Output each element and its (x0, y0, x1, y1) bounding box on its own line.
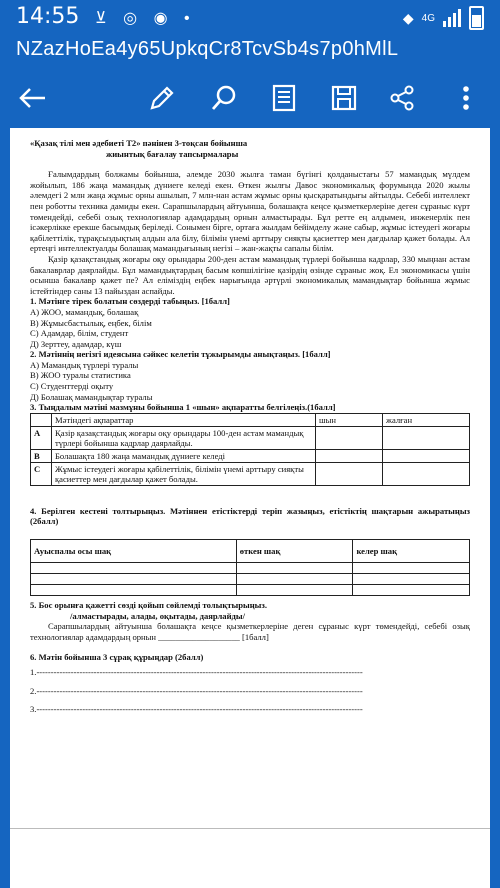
search-icon (210, 84, 238, 112)
toolbar (0, 70, 500, 128)
edit-button[interactable] (142, 78, 182, 118)
clock: 14:55 (16, 4, 80, 29)
more-icon (461, 84, 471, 112)
question-3: 3. Тыңдалым мәтіні мазмұны бойынша 1 «шын» ақпаратты белгілеңіз.(1балл] (30, 402, 336, 413)
q3-table (30, 413, 470, 486)
q1-option: В) Жұмысбастылық, еңбек, білім (30, 317, 152, 328)
chrome-icon: ◉ (153, 10, 174, 27)
app-title-bar (0, 36, 500, 66)
table-row (31, 462, 470, 485)
answer-cell[interactable] (31, 574, 237, 585)
notification-icon: ⊻ (95, 10, 113, 27)
table-cell: Қазір қазақстандық жоғары оқу орындары 100-ден астам мамандық түрлері бойынша кадрлар даярлайды. (52, 426, 316, 449)
answer-cell[interactable] (316, 462, 383, 485)
signal-icon (443, 9, 461, 27)
view-button[interactable] (264, 78, 304, 118)
q1-option: С) Адамдар, білім, студент (30, 328, 129, 339)
table-header-cell: өткен шақ (236, 540, 353, 563)
answer-cell[interactable] (236, 585, 353, 596)
notification-icons (95, 8, 196, 28)
answer-cell[interactable] (31, 563, 237, 574)
whatsapp-icon: ◎ (123, 10, 144, 27)
q2-option: Д) Болашақ мамандықтар туралы (30, 391, 153, 402)
table-header-row (31, 540, 470, 563)
answer-cell[interactable] (353, 563, 470, 574)
table-header-cell: жалған (383, 413, 470, 426)
q4-table (30, 539, 470, 596)
question-1: 1. Мәтінге тірек болатын сөздерді табыңыз. [1балл] (30, 296, 230, 307)
table-header-row (31, 413, 470, 426)
back-icon (17, 86, 47, 110)
table-cell: Жұмыс істеудегі жоғары қабілеттілік, білімін үнемі арттыру сияқты қасиеттер мен дағдылар қажет болады. (52, 462, 316, 485)
system-icons (403, 6, 484, 30)
document-view-icon (271, 84, 297, 112)
search-button[interactable] (204, 78, 244, 118)
table-header-cell: Мәтіндегі ақпараттар (52, 413, 316, 426)
table-cell: Болашақта 180 жаңа мамандық дүниеге келеді (52, 449, 316, 462)
q5-sentence: Сарапшылардың айтуынша болашақта кеңсе қызметкерлеріне деген сұраныс күрт төмендейді, себебі озық технологиялар адамдардың орнын ___________________ [1балл] (30, 621, 470, 642)
document-viewer[interactable] (10, 128, 490, 888)
network-label: 4G (421, 12, 435, 24)
q1-option: А) ЖОО, мамандық, болашақ (30, 306, 139, 317)
answer-line[interactable]: 1.------------------------------------------------------------------------------------------------------------------ (30, 667, 363, 677)
paragraph-2: Қазір қазақстандық жоғары оқу орындары 200-ден астам мамандық түрлері бойынша кадрлар, 330 мыңнан астам бакалаврлар даярлайды. Бұл мамандықтардың басым көпшілігіне қазірдің өзінде сұраныс жоқ. Ел экономикасы үшін осынша бакалавр қажет пе? Ал еліміздің еңбек нарығында әртүрлі экономикалық мамандықтар бойынша жұмыс істейтіндер саны 13 пайыздан аспайды. (30, 253, 470, 296)
table-header-cell: Ауыспалы осы шақ (31, 540, 237, 563)
answer-cell[interactable] (236, 563, 353, 574)
answer-cell[interactable] (383, 462, 470, 485)
table-row (31, 585, 470, 596)
save-icon (330, 84, 358, 112)
table-row (31, 449, 470, 462)
answer-cell[interactable] (316, 426, 383, 449)
answer-cell[interactable] (316, 449, 383, 462)
page-divider (10, 828, 490, 829)
question-5: 5. Бос орынға қажетті сөзді қойып сөйлемді толықтырыңыз. (30, 600, 267, 611)
more-options-button[interactable] (446, 78, 486, 118)
doc-title-line1: «Қазақ тілі мен әдебиеті Т2» пәнінен 3-тоқсан бойынша (30, 138, 248, 148)
table-cell: С (31, 462, 52, 485)
dot-icon: • (184, 10, 196, 27)
answer-cell[interactable] (383, 426, 470, 449)
table-header-cell (31, 413, 52, 426)
table-row (31, 563, 470, 574)
question-6: 6. Мәтін бойынша 3 сұрақ құрыңдар (2балл) (30, 652, 204, 663)
table-header-cell: шын (316, 413, 383, 426)
table-cell: В (31, 449, 52, 462)
share-button[interactable] (382, 78, 422, 118)
back-button[interactable] (12, 78, 52, 118)
q2-option: С) Студенттерді оқыту (30, 381, 114, 392)
status-bar (0, 0, 500, 36)
table-header-cell: келер шақ (353, 540, 470, 563)
save-button[interactable] (324, 78, 364, 118)
paragraph-1: Ғалымдардың болжамы бойынша, әлемде 2030 жылға таман бүгінгі қолданыстағы 57 мамандық мүлдем жойылып, 186 жаңа мамандық дүниеге келеді екен. Өткен жылғы Давос экономикалық форумында 2020 жылы әлемдегі 2 млн жаңа жұмыс орны ашылып, 7 млн-нан астам жұмыс орны қысқаратындығы айтылды. Себебі интеллект пен роботты техника дамиды екен. Сарапшылардың айтуынша, болашақта кеңсе қызметкерлеріне деген сұраныс күрт төмендейді, себебі озық технологиялар адамдардың орнын алмастырады. Бұл ретте ең алдымен, инженерлік пен ісәкерлікке ерекше басымдық беріледі. Сонымен бірге, ортаға жылдам бейімделу және сабыр, жұмыс істеудегі жоғары қабілеттілік, тұрақсыздықтың алдын ала білу, білімін үнемі арттыру сияқты қасиеттер мен дағдылар қажет болады. Ал ертеңгі интеллектуалды болашақ мамандығының негізі – жан-жақты сапалы білім. (30, 169, 470, 254)
wifi-icon: ◆ (402, 9, 414, 26)
edit-icon (148, 84, 176, 112)
q1-option: Д) Зерттеу, адамдар, күш (30, 338, 122, 349)
q5-words: /алмастырады, алады, оқытады, даярлайды/ (70, 610, 246, 621)
table-row (31, 574, 470, 585)
answer-line[interactable]: 2.------------------------------------------------------------------------------------------------------------------ (30, 685, 363, 696)
battery-icon (469, 6, 484, 30)
table-row (31, 426, 470, 449)
document-title: NZazHoEa4y65UpkqCr8TcvSb4s7p0hMlL (16, 38, 399, 60)
table-cell: А (31, 426, 52, 449)
answer-cell[interactable] (31, 585, 237, 596)
share-icon (388, 84, 416, 112)
answer-cell[interactable] (353, 574, 470, 585)
question-4: 4. Берілген кестені толтырыңыз. Мәтіннен етістіктерді теріп жазыңыз, етістіктің шақтарын ажыратыңыз (2балл) (30, 505, 470, 527)
q2-option: В) ЖОО туралы статистика (30, 370, 131, 381)
doc-title-line2: жиынтық бағалау тапсырмалары (106, 148, 239, 159)
document-page (30, 138, 470, 715)
answer-cell[interactable] (383, 449, 470, 462)
answer-cell[interactable] (353, 585, 470, 596)
answer-line[interactable]: 3.------------------------------------------------------------------------------------------------------------------ (30, 704, 363, 715)
answer-cell[interactable] (236, 574, 353, 585)
question-2: 2. Мәтіннің негізгі идеясына сәйкес келетін тұжырымды анықтаңыз. [1балл] (30, 349, 331, 360)
q2-option: А) Мамандық түрлері туралы (30, 359, 139, 370)
